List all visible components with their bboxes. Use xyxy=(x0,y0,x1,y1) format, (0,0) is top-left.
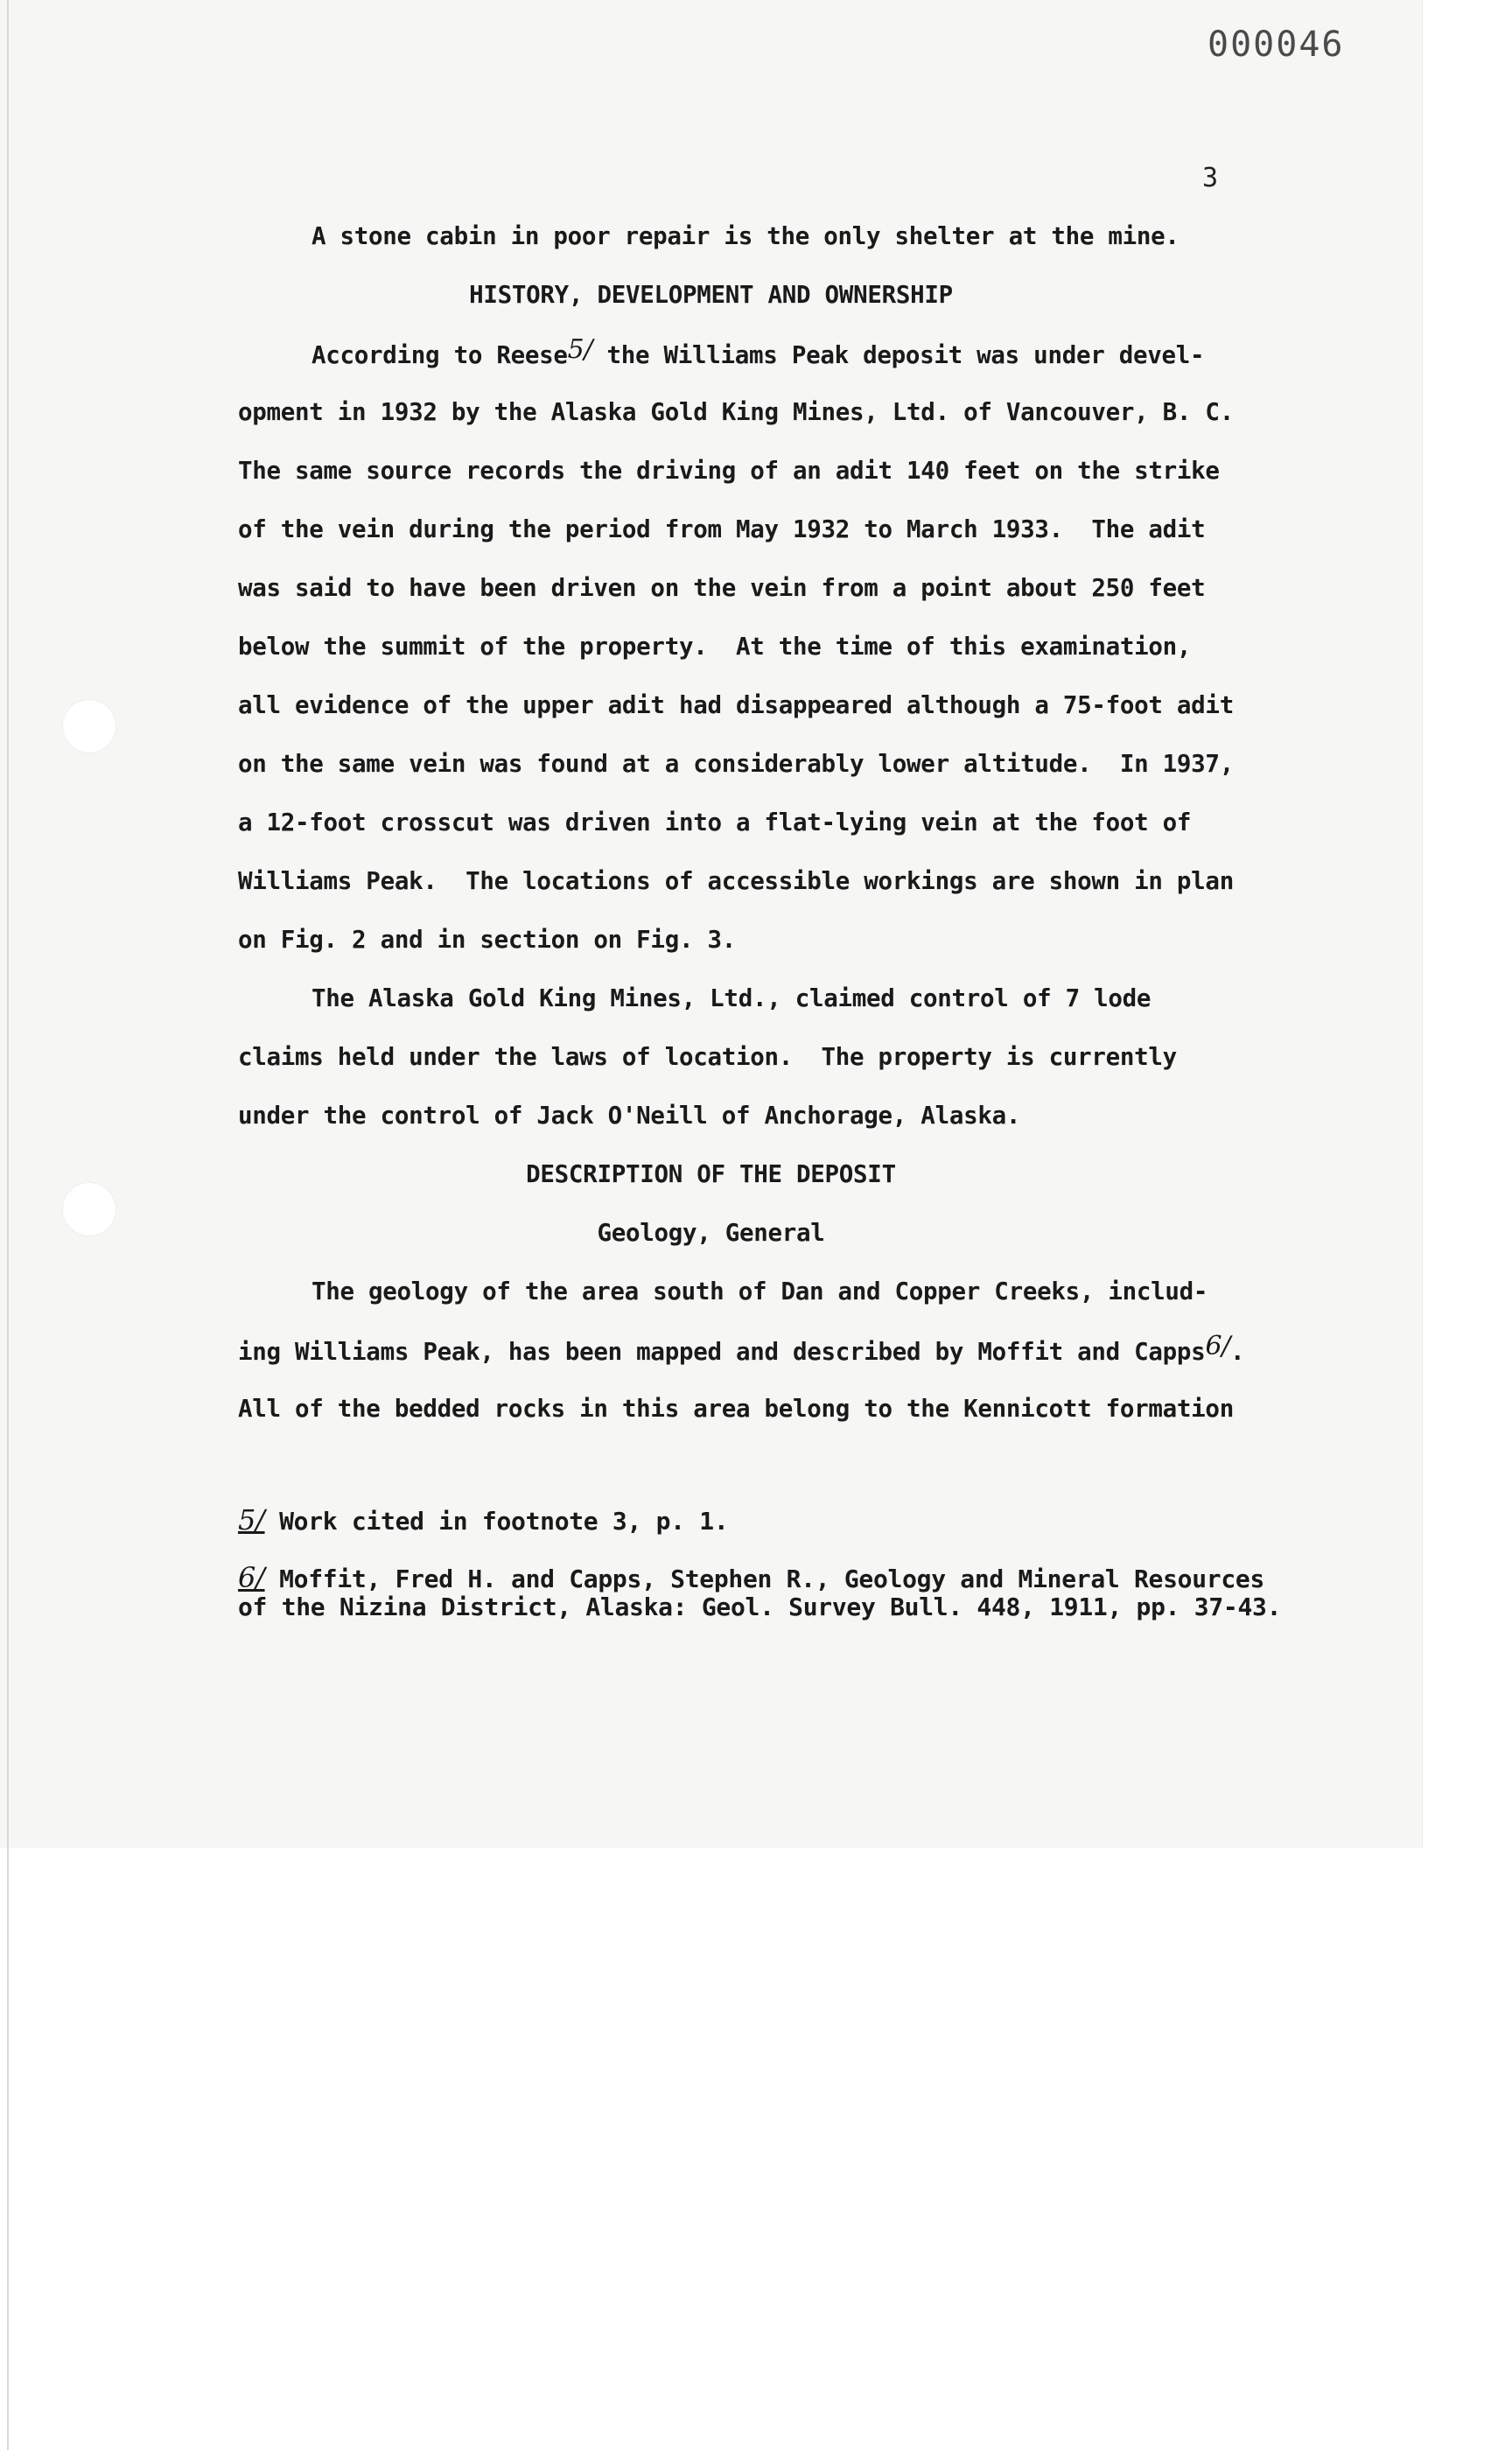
body-line: Williams Peak. The locations of accessible workings are shown in plan xyxy=(238,867,1234,895)
body-line: The same source records the driving of an adit 140 feet on the strike xyxy=(238,457,1220,485)
section-heading: HISTORY, DEVELOPMENT AND OWNERSHIP xyxy=(469,281,953,309)
body-line: The Alaska Gold King Mines, Ltd., claimed control of 7 lode xyxy=(312,984,1152,1012)
footnote-text: Moffit, Fred H. and Capps, Stephen R., Geology and Mineral Resources xyxy=(264,1564,1265,1593)
body-line: A stone cabin in poor repair is the only shelter at the mine. xyxy=(312,222,1180,250)
footnote xyxy=(238,1503,728,1536)
body-line: was said to have been driven on the vein from a point about 250 feet xyxy=(238,574,1206,602)
body-line xyxy=(238,1331,1245,1367)
subsection-heading: Geology, General xyxy=(597,1219,825,1247)
body-line: on the same vein was found at a considerably lower altitude. In 1937, xyxy=(238,750,1234,778)
page-number: 3 xyxy=(1202,163,1219,193)
footnote xyxy=(238,1561,1264,1594)
body-text: . xyxy=(1230,1338,1245,1366)
footnote-text: Work cited in footnote 3, p. 1. xyxy=(264,1507,729,1536)
body-text: ing Williams Peak, has been mapped and described by Moffit and Capps xyxy=(238,1338,1206,1366)
section-heading: DESCRIPTION OF THE DEPOSIT xyxy=(526,1160,896,1188)
body-line xyxy=(312,334,1205,370)
footnote-marker: 5/ xyxy=(238,1503,265,1536)
body-line: all evidence of the upper adit had disappeared although a 75-foot adit xyxy=(238,691,1234,719)
body-line: The geology of the area south of Dan and Copper Creeks, includ- xyxy=(312,1278,1208,1306)
body-line: All of the bedded rocks in this area belong to the Kennicott formation xyxy=(238,1395,1234,1423)
body-line: below the summit of the property. At the time of this examination, xyxy=(238,633,1192,661)
document-id-stamp: 000046 xyxy=(1208,24,1345,65)
footnote-reference: 6/ xyxy=(1205,1331,1231,1362)
body-line: a 12-foot crosscut was driven into a flat-lying vein at the foot of xyxy=(238,808,1192,836)
body-line: opment in 1932 by the Alaska Gold King Mines, Ltd. of Vancouver, B. C. xyxy=(238,398,1234,426)
footnote-continuation: of the Nizina District, Alaska: Geol. Survey Bull. 448, 1911, pp. 37-43. xyxy=(238,1592,1282,1621)
footnote-reference: 5/ xyxy=(567,334,593,365)
footnote-marker: 6/ xyxy=(238,1561,265,1594)
body-text: According to Reese xyxy=(312,341,568,369)
body-text: the Williams Peak deposit was under devel- xyxy=(592,341,1205,369)
body-line: on Fig. 2 and in section on Fig. 3. xyxy=(238,926,736,954)
body-line: claims held under the laws of location. The property is currently xyxy=(238,1043,1177,1071)
body-line: of the vein during the period from May 1932 to March 1933. The adit xyxy=(238,515,1206,543)
body-line: under the control of Jack O'Neill of Anchorage, Alaska. xyxy=(238,1102,1021,1130)
punch-hole xyxy=(63,700,116,752)
